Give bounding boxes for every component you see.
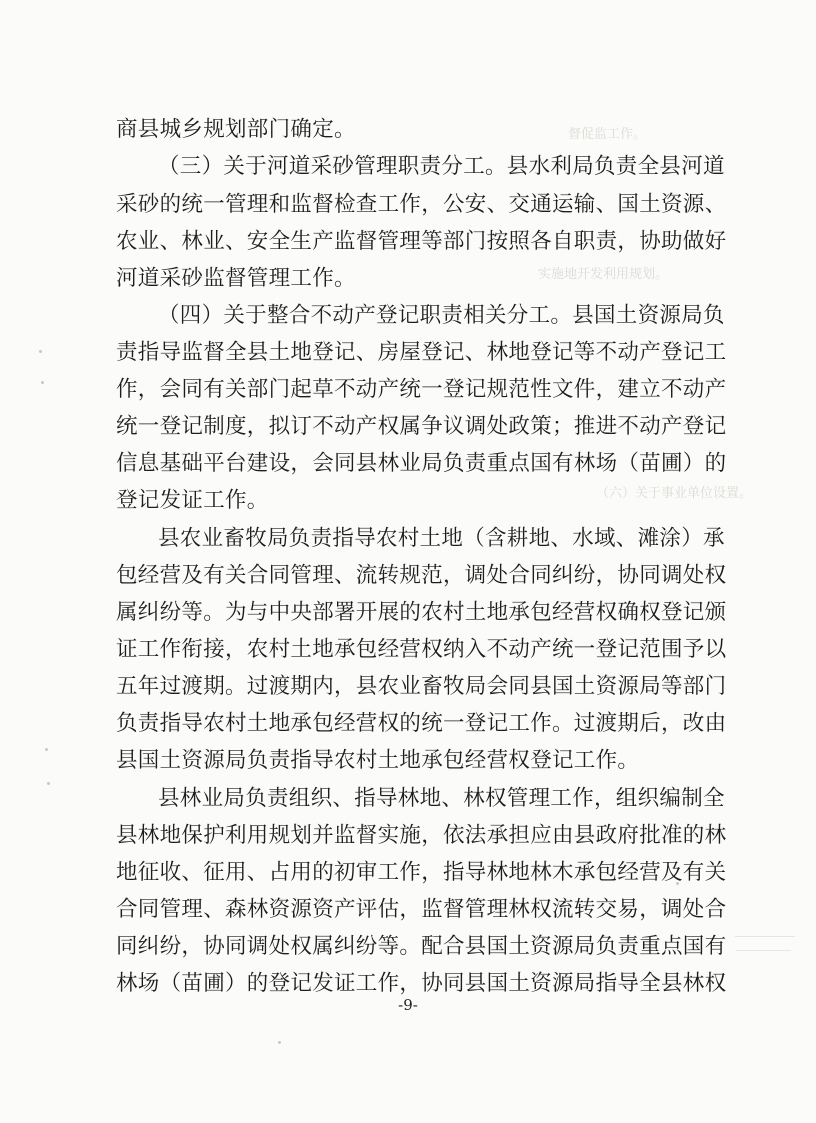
paragraph-line: 五年过渡期。过渡期内，县农业畜牧局会同县国土资源局等部门: [116, 674, 727, 699]
scan-shadow: [736, 950, 791, 951]
paragraph-line: 信息基础平台建设，会同县林业局负责重点国有林场（苗圃）的: [116, 451, 727, 476]
paragraph-line: 县国土资源局负责指导农村土地承包经营权登记工作。: [116, 748, 640, 773]
paragraph-line: 属纠纷等。为与中央部署开展的农村土地承包经营权确权登记颁: [116, 600, 727, 625]
paragraph-line: 河道采砂监督管理工作。: [116, 266, 356, 291]
paragraph-line: 作，会同有关部门起草不动产统一登记规范性文件，建立不动产: [116, 377, 727, 402]
paragraph-line: 县林地保护利用规划并监督实施，依法承担应由县政府批准的林: [116, 823, 727, 848]
paragraph-line: 统一登记制度，拟订不动产权属争议调处政策；推进不动产登记: [116, 414, 727, 439]
scan-shadow: [735, 936, 795, 937]
bleed-through-text: 督促监工作。: [568, 127, 647, 142]
bleed-through-text: （六）关于事业单位设置。: [596, 486, 753, 501]
scan-speck: [47, 782, 50, 785]
paragraph-line: 县林业局负责组织、指导林地、林权管理工作，组织编制全: [158, 786, 725, 811]
section-heading-line: （四）关于整合不动产登记职责相关分工。县国土资源局负: [158, 303, 725, 328]
paragraph-line: 合同管理、森林资源资产评估，监督管理林权流转交易，调处合: [116, 897, 727, 922]
paragraph-line: 负责指导农村土地承包经营权的统一登记工作。过渡期后，改由: [116, 711, 727, 736]
bleed-through-text: 实施地开发利用规划。: [538, 267, 669, 282]
scan-speck: [278, 1041, 281, 1044]
paragraph-line: 农业、林业、安全生产监督管理等部门按照各自职责，协助做好: [116, 229, 727, 254]
scan-speck: [39, 350, 42, 353]
paragraph-line: 商县城乡规划部门确定。: [116, 117, 356, 142]
paragraph-line: 同纠纷，协同调处权属纠纷等。配合县国土资源局负责重点国有: [116, 934, 727, 959]
scan-speck: [45, 748, 48, 751]
paragraph-line: 责指导监督全县土地登记、房屋登记、林地登记等不动产登记工: [116, 340, 727, 365]
paragraph-line: 林场（苗圃）的登记发证工作，协同县国土资源局指导全县林权: [116, 971, 727, 996]
paragraph-line: 地征收、征用、占用的初审工作，指导林地林木承包经营及有关: [116, 860, 727, 885]
scan-speck: [41, 381, 44, 384]
paragraph-line: 证工作衔接，农村土地承包经营权纳入不动产统一登记范围予以: [116, 637, 727, 662]
paragraph-line: 采砂的统一管理和监督检查工作，公安、交通运输、国土资源、: [116, 192, 727, 217]
paragraph-line: 登记发证工作。: [116, 488, 269, 513]
section-heading-line: （三）关于河道采砂管理职责分工。县水利局负责全县河道: [158, 154, 725, 179]
page-number: -9-: [398, 996, 418, 1014]
paragraph-line: 县农业畜牧局负责指导农村土地（含耕地、水域、滩涂）承: [158, 526, 725, 551]
paragraph-line: 包经营及有关合同管理、流转规范，调处合同纠纷，协同调处权: [116, 563, 727, 588]
